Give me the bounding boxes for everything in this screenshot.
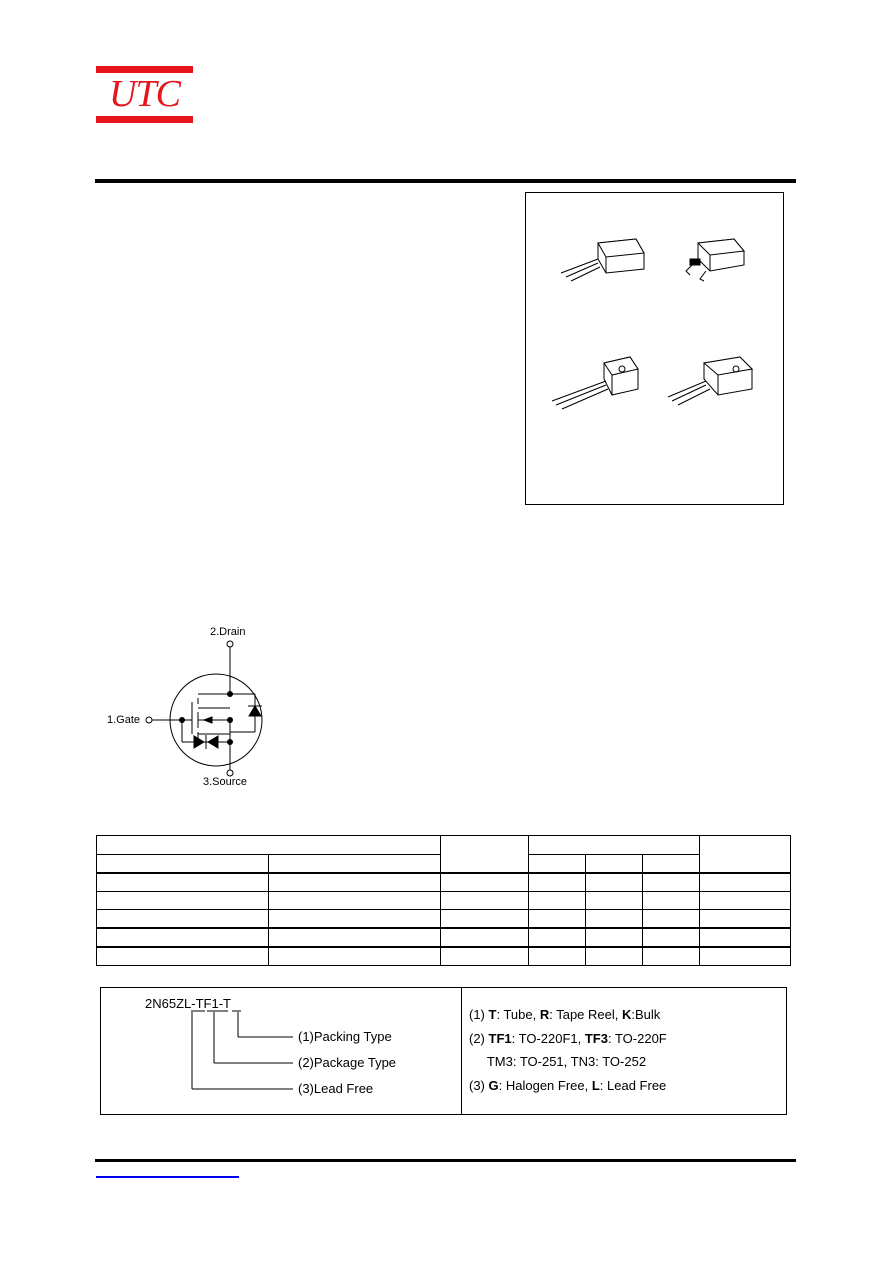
source-label: 3.Source <box>203 776 248 788</box>
table-row <box>97 910 791 929</box>
note-line: (1) T: Tube, R: Tape Reel, K:Bulk <box>469 1007 661 1022</box>
part-number: 2N65ZL-TF1-T <box>145 996 231 1011</box>
callout-packing-type: (1)Packing Type <box>298 1029 392 1044</box>
mosfet-schematic <box>100 622 290 798</box>
table-row <box>97 873 791 892</box>
note-line: (2) TF1: TO-220F1, TF3: TO-220F <box>469 1031 667 1046</box>
table-row <box>97 947 791 966</box>
table-row <box>97 928 791 947</box>
gate-label: 1.Gate <box>107 714 141 726</box>
table-row <box>97 892 791 910</box>
table-header-row <box>97 836 791 855</box>
mosfet-symbol <box>100 622 290 798</box>
note-line: TM3: TO-251, TN3: TO-252 <box>486 1054 647 1069</box>
footer-link-underline[interactable] <box>96 1176 239 1178</box>
drain-label: 2.Drain <box>210 626 246 638</box>
footer-rule <box>95 1159 796 1162</box>
package-images-box <box>525 192 784 505</box>
header-rule <box>95 179 796 183</box>
package-to220f1 <box>561 239 644 281</box>
decoder-divider <box>461 988 462 1114</box>
note-line: (3) G: Halogen Free, L: Lead Free <box>469 1078 667 1093</box>
utc-logo <box>96 66 193 123</box>
package-drawings <box>526 193 783 504</box>
package-to252 <box>686 239 744 281</box>
callout-lead-free: (3)Lead Free <box>298 1081 374 1096</box>
part-number-decoder <box>100 987 787 1115</box>
callout-package-type: (2)Package Type <box>298 1055 397 1070</box>
ordering-table <box>96 835 791 966</box>
package-to220f <box>552 357 638 409</box>
logo-text: UTC <box>109 73 180 115</box>
package-to251 <box>668 357 752 405</box>
